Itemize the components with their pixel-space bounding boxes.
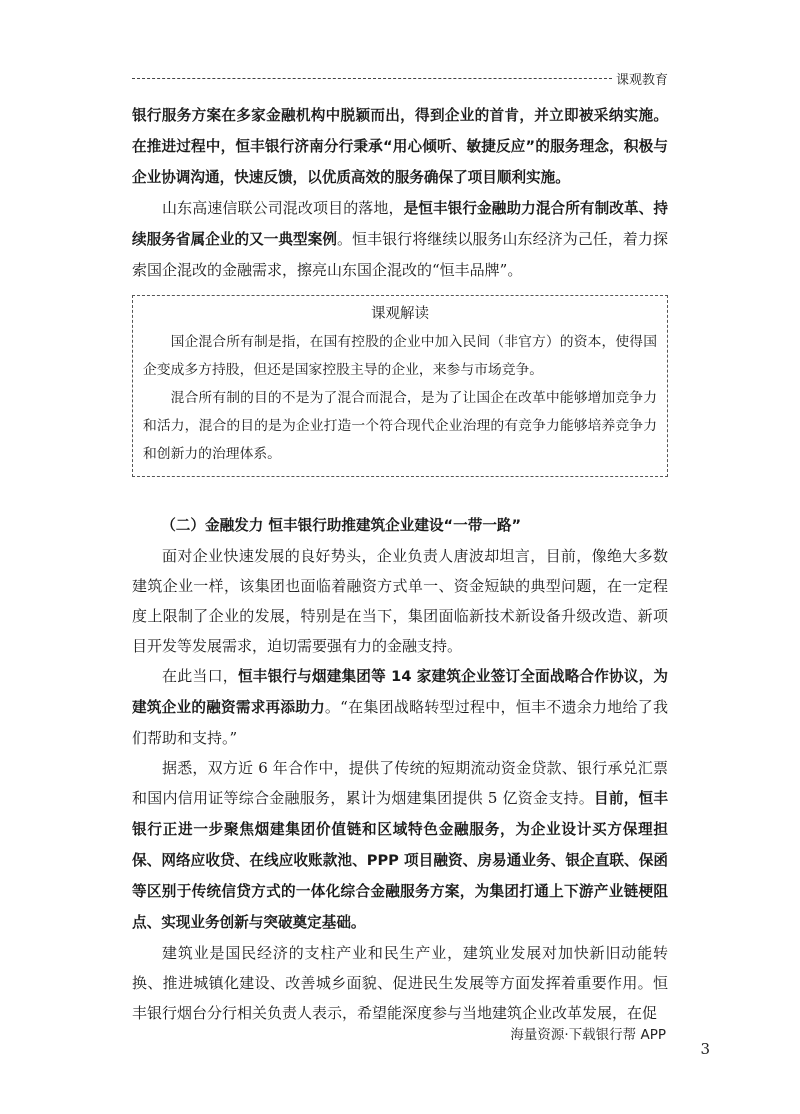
- paragraph-1-bold: 银行服务方案在多家金融机构中脱颖而出，得到企业的首肯，并立即被采纳实施。在推进过程中，恒丰银行济南分行秉承“用心倾听、敏捷反应”的服务理念，积极与企业协调沟通，快速反馈，以优质高效的服务确保了项目顺利实施。: [132, 107, 668, 186]
- paragraph-5-text: 据悉，双方近 6 年合作中，提供了传统的短期流动资金贷款、银行承兑汇票和国内信用证等综合金融服务，累计为烟建集团提供 5 亿资金支持。: [132, 759, 668, 807]
- paragraph-4-text-a: 在此当口，: [162, 667, 238, 685]
- paragraph-6: 建筑业是国民经济的支柱产业和民生产业，建筑业发展对加快新旧动能转换、推进城镇化建设、改善城乡面貌、促进民生发展等方面发挥着重要作用。恒丰银行烟台分行相关负责人表示，希望能深度参与当地建筑企业改革发展，在促: [132, 944, 668, 1022]
- paragraph-1: [132, 100, 668, 193]
- paragraph-5: [132, 753, 668, 938]
- paragraph-3: 面对企业快速发展的良好势头，企业负责人唐波却坦言，目前，像绝大多数建筑企业一样，该集团也面临着融资方式单一、资金短缺的典型问题，在一定程度上限制了企业的发展，特别是在当下，集团面临新技术新设备升级改造、新项目开发等发展需求，迫切需要强有力的金融支持。: [132, 547, 668, 655]
- paragraph-2-bold: 是恒丰银行金融助力混合所有制改革、持续服务省属企业的又一典型案例: [132, 200, 668, 248]
- header-dashed-rule: [132, 78, 612, 79]
- paragraph-4: [132, 661, 668, 753]
- page-number: 3: [700, 1040, 710, 1058]
- paragraph-4-text-b: 。“在集团战略转型过程中，恒丰不遗余力地给了我们帮助和支持。”: [132, 698, 668, 747]
- paragraph-2-text-b: 。恒丰银行将继续以服务山东经济为己任，着力探索国企混改的金融需求，擦亮山东国企混改的“恒丰品牌”。: [132, 230, 668, 279]
- commentary-title: 课观解读: [371, 306, 429, 322]
- header-brand: 课观教育: [615, 72, 668, 88]
- footer-app-promo: 海量资源·下载银行帮 APP: [510, 1027, 666, 1043]
- commentary-paragraph-1: 国企混合所有制是指，在国有控股的企业中加入民间（非官方）的资本，使得国企变成多方持股，但还是国家控股主导的企业，来参与市场竞争。: [143, 334, 657, 378]
- paragraph-5-bold: 目前，恒丰银行正进一步聚焦烟建集团价值链和区域特色金融服务，为企业设计买方保理担保、网络应收贷、在线应收账款池、PPP 项目融资、房易通业务、银企直联、保函等区别于传统信贷方式的一体化综合金融服务方案，为集团打通上下游产业链梗阻点、实现业务创新与突破奠定基础。: [132, 790, 668, 931]
- page-header: [132, 66, 668, 90]
- commentary-paragraph-2: 混合所有制的目的不是为了混合而混合，是为了让国企在改革中能够增加竞争力和活力，混合的目的是为企业打造一个符合现代企业治理的有竞争力能够培养竞争力和创新力的治理体系。: [143, 390, 657, 462]
- section-heading: （二）金融发力 恒丰银行助推建筑企业建设“一带一路”: [161, 517, 522, 534]
- commentary-box: [132, 295, 668, 477]
- paragraph-2-text-a: 山东高速信联公司混改项目的落地，: [162, 199, 404, 217]
- paragraph-2: [132, 193, 668, 285]
- paragraph-4-bold: 恒丰银行与烟建集团等 14 家建筑企业签订全面战略合作协议，为建筑企业的融资需求再添助力: [132, 668, 668, 716]
- page-content: [132, 100, 668, 1028]
